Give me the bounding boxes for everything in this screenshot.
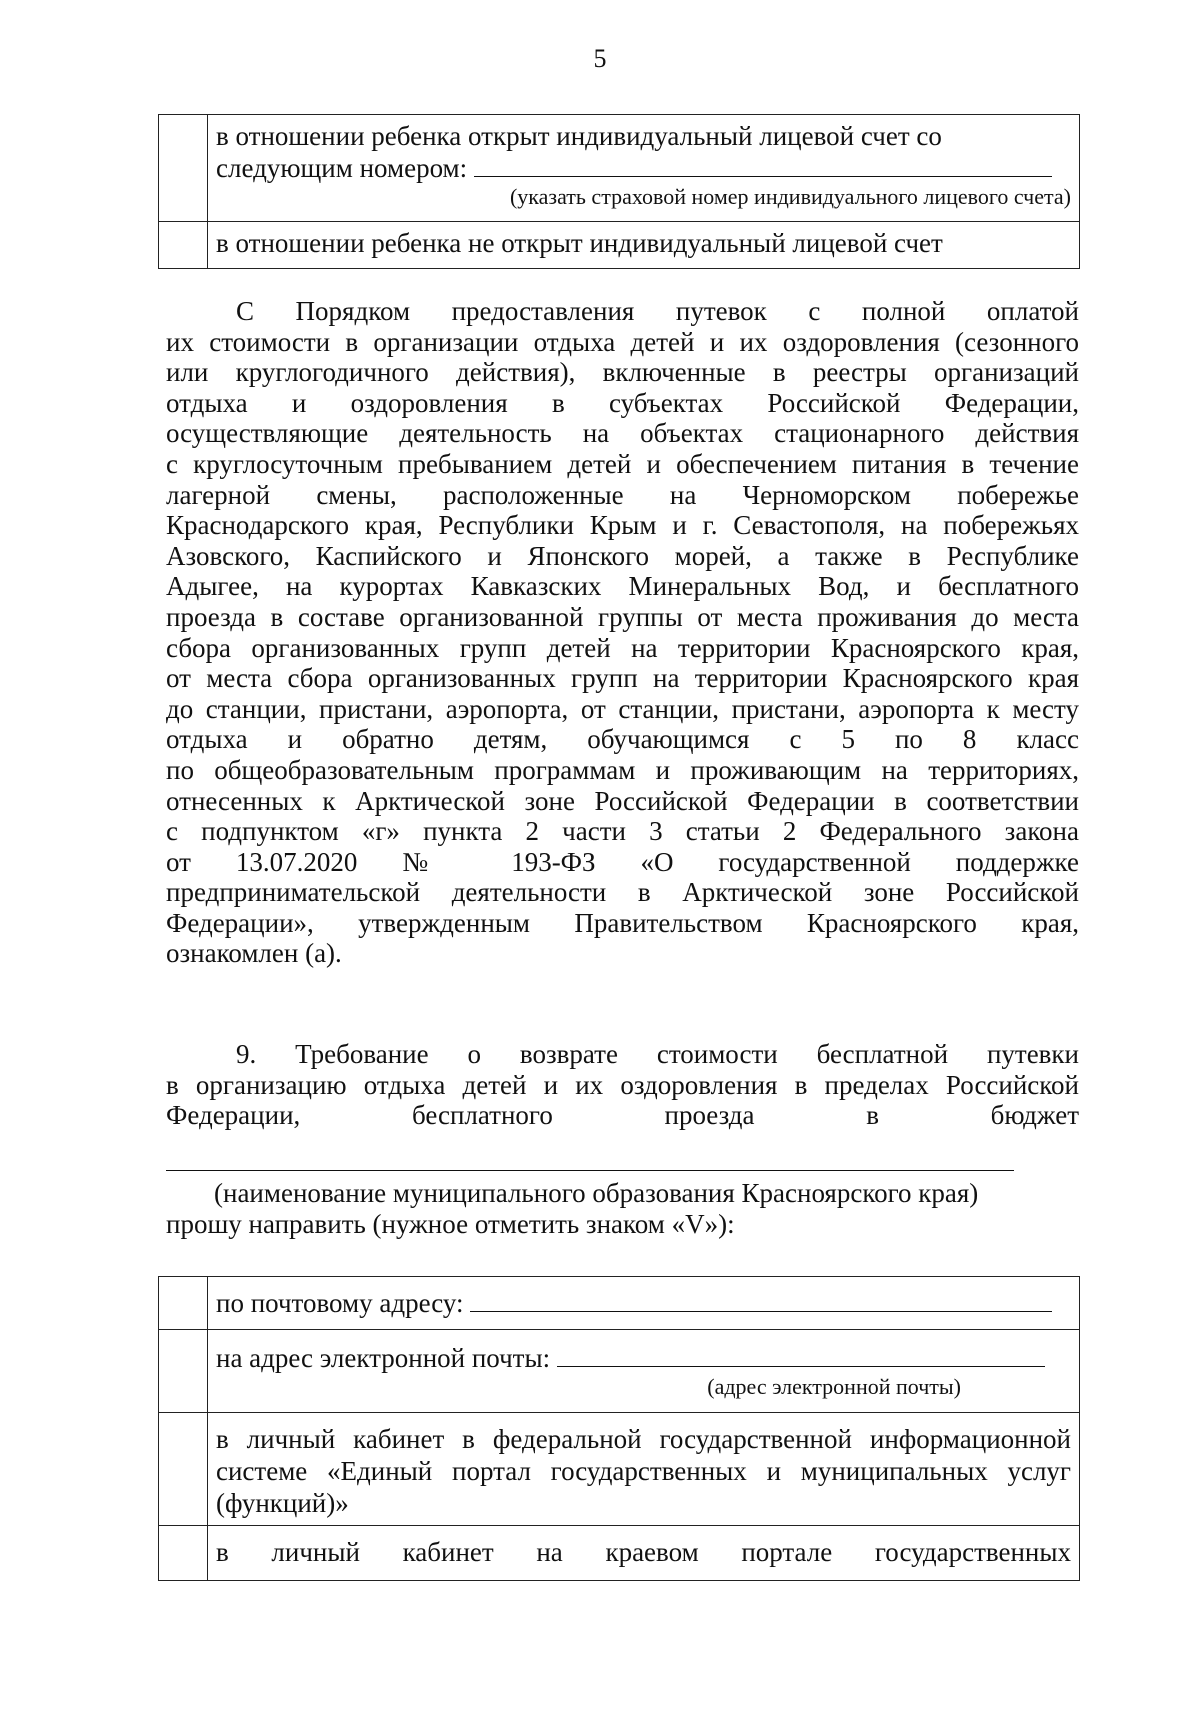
- option-text: по почтовому адресу:: [216, 1288, 464, 1318]
- text-line: ознакомлен (а).: [166, 938, 342, 969]
- text-line: отдыха и оздоровления в субъектах Российской Федерации,: [166, 387, 1079, 418]
- text-line: Азовского, Каспийского и Японского морей, а также в Республике: [166, 540, 1079, 571]
- postal-address-line[interactable]: [470, 1287, 1052, 1312]
- option-text: на адрес электронной почты:: [216, 1343, 551, 1373]
- text-line: Краснодарского края, Республики Крым и г. Севастополя, на побережьях: [166, 510, 1079, 541]
- option-text: следующим номером:: [216, 153, 468, 183]
- send-instruction: прошу направить (нужное отметить знаком «V»):: [166, 1209, 735, 1239]
- text-line: по общеобразовательным программам и проживающим на территориях,: [166, 754, 1079, 785]
- email-line[interactable]: [557, 1342, 1045, 1367]
- checkbox-cell-gosuslugi[interactable]: [159, 1413, 208, 1526]
- option-text: в отношении ребенка открыт индивидуальный лицевой счет со: [216, 121, 942, 151]
- table-row: [159, 1526, 1080, 1581]
- checkbox-cell-regional-portal[interactable]: [159, 1526, 208, 1581]
- text-line: 9. Требование о возврате стоимости бесплатной путевки: [236, 1039, 1079, 1069]
- table-row: [159, 115, 1080, 222]
- table-row: [159, 222, 1080, 269]
- text-line: проезда в составе организованной группы от места проживания до места: [166, 601, 1079, 632]
- table-row: [159, 1277, 1080, 1330]
- option-text: (функций)»: [216, 1488, 349, 1518]
- option-text: системе «Единый портал государственных и муниципальных услуг: [216, 1456, 1071, 1486]
- text-line: или круглогодичного действия), включенные в реестры организаций: [166, 357, 1079, 388]
- paragraph-9: [166, 1039, 1079, 1131]
- text-line: предпринимательской деятельности в Арктической зоне Российской: [166, 877, 1079, 908]
- text-line: от места сбора организованных групп на территории Красноярского края: [166, 663, 1079, 694]
- option-email: [208, 1330, 1080, 1413]
- text-line: отдыха и обратно детям, обучающимся с 5 по 8 класс: [166, 724, 1079, 755]
- municipality-line[interactable]: [166, 1170, 1014, 1171]
- account-number-line[interactable]: [474, 152, 1052, 177]
- account-number-hint: (указать страховой номер индивидуального лицевого счета): [509, 184, 1071, 209]
- text-line: с круглосуточным пребыванием детей и обеспечением питания в течение: [166, 448, 1079, 479]
- page-number: 5: [593, 44, 607, 73]
- text-line: лагерной смены, расположенные на Черноморском побережье: [166, 479, 1079, 510]
- option-regional-portal: [208, 1526, 1080, 1581]
- text-line: Адыгее, на курортах Кавказских Минеральных Вод, и бесплатного: [166, 571, 1079, 602]
- text-line: осуществляющие деятельность на объектах стационарного действия: [166, 418, 1079, 449]
- text-line: их стоимости в организации отдыха детей и их оздоровления (сезонного: [166, 326, 1079, 357]
- email-hint: (адрес электронной почты): [707, 1374, 961, 1399]
- account-options-table: [158, 114, 1080, 269]
- option-text: в личный кабинет на краевом портале государственных: [216, 1537, 1071, 1567]
- text-line: с подпунктом «г» пункта 2 части 3 статьи 2 Федерального закона: [166, 816, 1079, 847]
- text-line: в организацию отдыха детей и их оздоровления в пределах Российской: [166, 1069, 1079, 1100]
- text-line: до станции, пристани, аэропорта, от станции, пристани, аэропорта к месту: [166, 693, 1079, 724]
- table-row: [159, 1413, 1080, 1526]
- checkbox-cell-postal[interactable]: [159, 1277, 208, 1330]
- delivery-options-table: [158, 1276, 1080, 1581]
- text-line: Федерации», утвержденным Правительством Красноярского края,: [166, 907, 1079, 938]
- table-row: [159, 1330, 1080, 1413]
- acknowledgement-paragraph: [166, 296, 1079, 969]
- municipality-hint: (наименование муниципального образования Красноярского края): [214, 1178, 979, 1208]
- checkbox-cell-email[interactable]: [159, 1330, 208, 1413]
- text-line: от 13.07.2020 № 193-ФЗ «О государственной поддержке: [166, 846, 1079, 877]
- text-line: отнесенных к Арктической зоне Российской Федерации в соответствии: [166, 785, 1079, 816]
- option-account-not-open: в отношении ребенка не открыт индивидуальный лицевой счет: [208, 222, 1080, 269]
- option-text: в личный кабинет в федеральной государственной информационной: [216, 1424, 1071, 1454]
- option-postal: [208, 1277, 1080, 1330]
- option-account-open: [208, 115, 1080, 222]
- text-line: сбора организованных групп детей на территории Красноярского края,: [166, 632, 1079, 663]
- text-line: С Порядком предоставления путевок с полной оплатой: [236, 296, 1079, 326]
- text-line: Федерации, бесплатного проезда в бюджет: [166, 1100, 1079, 1131]
- option-gosuslugi: [208, 1413, 1080, 1526]
- checkbox-cell-account-not-open[interactable]: [159, 222, 208, 269]
- checkbox-cell-account-open[interactable]: [159, 115, 208, 222]
